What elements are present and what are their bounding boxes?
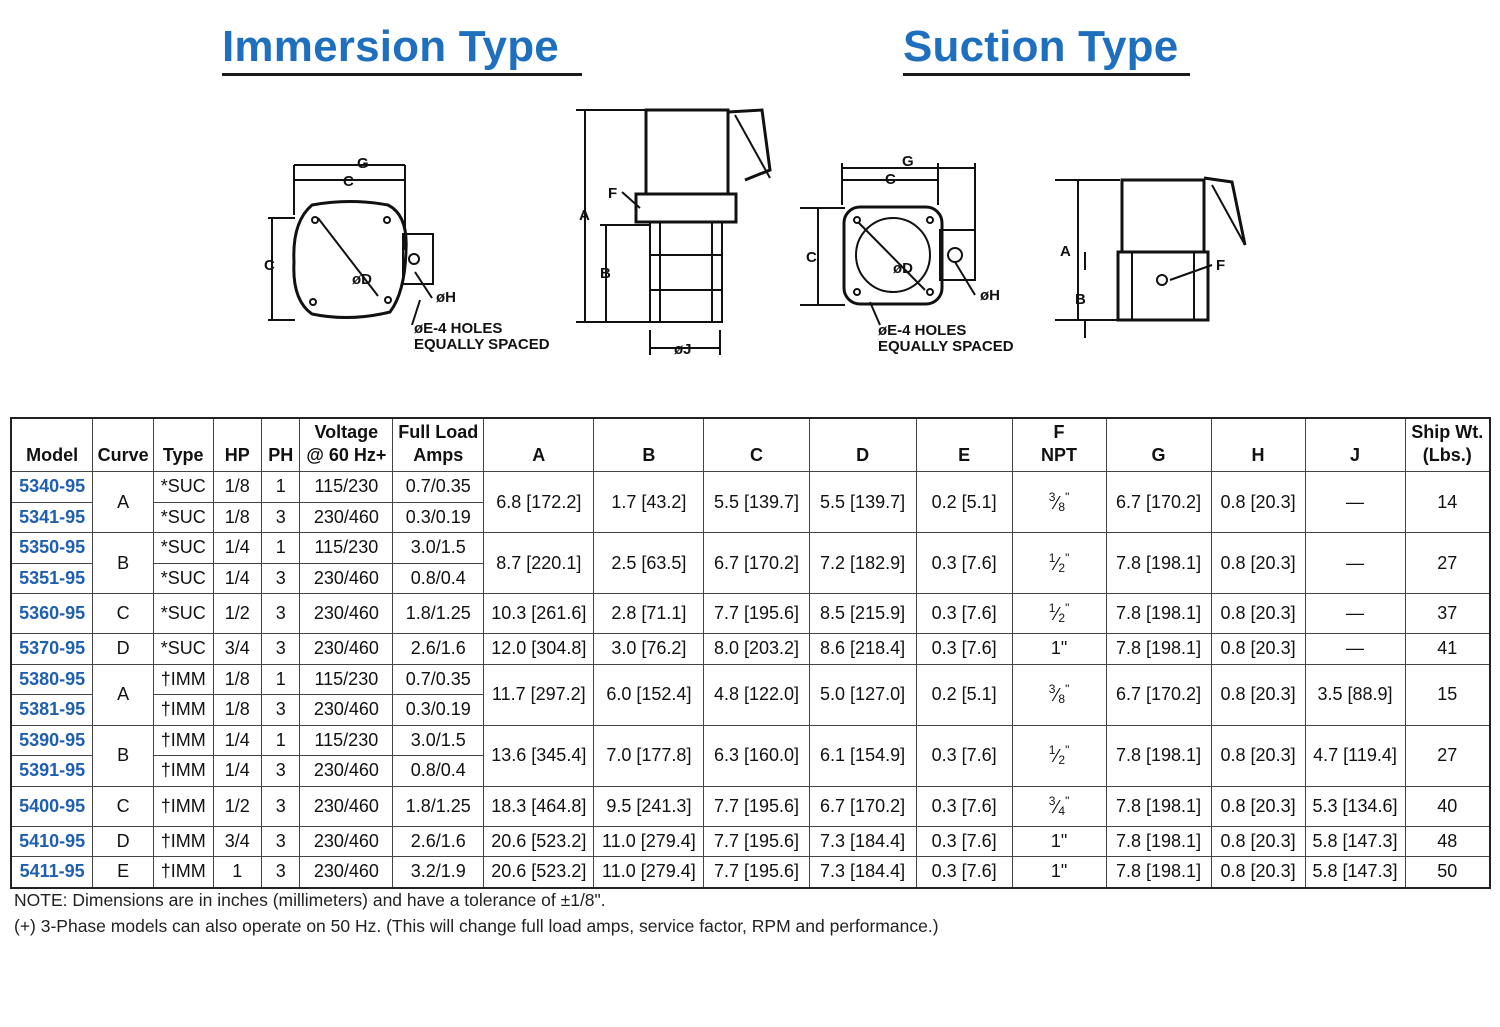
inch-mark: "	[1065, 550, 1070, 565]
header-g: G	[1106, 418, 1211, 472]
hp-cell: 1/8	[213, 695, 261, 726]
dim-g-cell: 7.8 [198.1]	[1106, 634, 1211, 665]
type-cell: *SUC	[153, 634, 213, 665]
label-h-suction: øH	[980, 287, 1000, 304]
label-b-immersion: B	[600, 265, 611, 282]
label-h-immersion: øH	[436, 289, 456, 306]
dim-c-cell: 8.0 [203.2]	[704, 634, 809, 665]
dim-h-cell: 0.8 [20.3]	[1211, 634, 1305, 665]
label-a-suction: A	[1060, 243, 1071, 260]
header-c: C	[704, 418, 809, 472]
amps-cell: 0.8/0.4	[393, 756, 484, 787]
table-row	[11, 725, 1490, 756]
notes	[14, 887, 939, 939]
table-header-row	[11, 418, 1490, 472]
hp-cell: 3/4	[213, 826, 261, 857]
dim-c-cell: 7.7 [195.6]	[704, 594, 809, 634]
ph-cell: 1	[262, 472, 300, 503]
ship-weight-cell: 48	[1405, 826, 1490, 857]
header-curve: Curve	[93, 418, 154, 472]
model-number: 5340-95	[11, 472, 93, 503]
dim-e-cell: 0.2 [5.1]	[916, 472, 1012, 533]
ph-cell: 3	[262, 502, 300, 533]
curve-cell: C	[93, 594, 154, 634]
dim-a-cell: 6.8 [172.2]	[484, 472, 594, 533]
voltage-cell: 115/230	[300, 472, 393, 503]
dim-c-cell: 5.5 [139.7]	[704, 472, 809, 533]
npt-fraction	[1048, 682, 1070, 706]
hp-cell: 1/4	[213, 533, 261, 564]
voltage-cell: 230/460	[300, 563, 393, 594]
npt-cell	[1012, 786, 1106, 826]
ship-weight-cell: 14	[1405, 472, 1490, 533]
header-b: B	[594, 418, 704, 472]
model-number: 5370-95	[11, 634, 93, 665]
voltage-cell: 230/460	[300, 634, 393, 665]
dim-j-cell: —	[1305, 472, 1405, 533]
model-number: 5390-95	[11, 725, 93, 756]
dim-h-cell: 0.8 [20.3]	[1211, 533, 1305, 594]
hp-cell: 1/2	[213, 594, 261, 634]
fraction-slash: ⁄	[1055, 604, 1059, 624]
header-f-line2: NPT	[1041, 445, 1078, 465]
npt-numerator: 3	[1048, 682, 1056, 696]
pump-specifications-table	[10, 417, 1491, 889]
ship-weight-cell: 50	[1405, 857, 1490, 888]
dim-j-cell: 5.3 [134.6]	[1305, 786, 1405, 826]
label-g-suction: G	[902, 153, 914, 170]
voltage-cell: 115/230	[300, 725, 393, 756]
label-holes-1-immersion: øE-4 HOLES	[414, 320, 503, 337]
table-row	[11, 786, 1490, 826]
dim-c-cell: 7.7 [195.6]	[704, 857, 809, 888]
hp-cell: 1/4	[213, 756, 261, 787]
ph-cell: 3	[262, 826, 300, 857]
amps-cell: 0.7/0.35	[393, 472, 484, 503]
label-d-suction: øD	[893, 260, 913, 277]
npt-denominator: 2	[1058, 560, 1066, 575]
dim-b-cell: 2.5 [63.5]	[594, 533, 704, 594]
dim-b-cell: 9.5 [241.3]	[594, 786, 704, 826]
amps-cell: 3.0/1.5	[393, 725, 484, 756]
ph-cell: 1	[262, 533, 300, 564]
dim-h-cell: 0.8 [20.3]	[1211, 472, 1305, 533]
diagrams-svg	[0, 0, 1500, 410]
ph-cell: 3	[262, 695, 300, 726]
header-type: Type	[153, 418, 213, 472]
dim-g-cell: 7.8 [198.1]	[1106, 857, 1211, 888]
dim-b-cell: 7.0 [177.8]	[594, 725, 704, 786]
type-cell: *SUC	[153, 563, 213, 594]
npt-cell: 1"	[1012, 857, 1106, 888]
npt-denominator: 2	[1058, 753, 1066, 767]
header-ship-line2: (Lbs.)	[1422, 445, 1472, 465]
npt-numerator: 3	[1048, 793, 1056, 808]
npt-fraction	[1048, 489, 1070, 514]
dim-g-cell: 6.7 [170.2]	[1106, 472, 1211, 533]
model-number: 5380-95	[11, 664, 93, 695]
amps-cell: 3.2/1.9	[393, 857, 484, 888]
header-voltage	[300, 418, 393, 472]
inch-mark: "	[1065, 489, 1070, 504]
curve-cell: E	[93, 857, 154, 888]
dim-c-cell: 6.7 [170.2]	[704, 533, 809, 594]
voltage-cell: 115/230	[300, 664, 393, 695]
dim-j-cell: 5.8 [147.3]	[1305, 826, 1405, 857]
table-body	[11, 472, 1490, 888]
voltage-cell: 230/460	[300, 857, 393, 888]
table-row	[11, 472, 1490, 503]
voltage-cell: 230/460	[300, 826, 393, 857]
ph-cell: 3	[262, 756, 300, 787]
ship-weight-cell: 41	[1405, 634, 1490, 665]
dim-d-cell: 7.2 [182.9]	[809, 533, 916, 594]
inch-mark: "	[1065, 743, 1070, 757]
dim-a-cell: 20.6 [523.2]	[484, 857, 594, 888]
model-number: 5351-95	[11, 563, 93, 594]
dim-e-cell: 0.3 [7.6]	[916, 826, 1012, 857]
type-cell: *SUC	[153, 594, 213, 634]
dim-d-cell: 7.3 [184.4]	[809, 826, 916, 857]
ship-weight-cell: 40	[1405, 786, 1490, 826]
hp-cell: 1/4	[213, 725, 261, 756]
dim-d-cell: 5.5 [139.7]	[809, 472, 916, 533]
dim-g-cell: 7.8 [198.1]	[1106, 786, 1211, 826]
npt-cell	[1012, 472, 1106, 533]
curve-cell: B	[93, 533, 154, 594]
label-f-immersion: F	[608, 185, 618, 202]
table-row	[11, 826, 1490, 857]
curve-cell: A	[93, 664, 154, 725]
amps-cell: 2.6/1.6	[393, 634, 484, 665]
voltage-cell: 230/460	[300, 756, 393, 787]
dim-j-cell: 5.8 [147.3]	[1305, 857, 1405, 888]
header-f-line1: F	[1053, 422, 1065, 442]
dim-a-cell: 12.0 [304.8]	[484, 634, 594, 665]
dim-c-cell: 4.8 [122.0]	[704, 664, 809, 725]
amps-cell: 0.7/0.35	[393, 664, 484, 695]
dim-b-cell: 6.0 [152.4]	[594, 664, 704, 725]
note-three-phase: (+) 3-Phase models can also operate on 50 Hz. (This will change full load amps, service factor, RPM and performance.)	[14, 916, 939, 936]
label-a-immersion: A	[579, 207, 590, 224]
dim-h-cell: 0.8 [20.3]	[1211, 857, 1305, 888]
dim-a-cell: 13.6 [345.4]	[484, 725, 594, 786]
header-e: E	[916, 418, 1012, 472]
inch-mark: "	[1065, 601, 1070, 615]
model-number: 5411-95	[11, 857, 93, 888]
voltage-cell: 230/460	[300, 594, 393, 634]
header-amps-line1: Full Load	[398, 422, 479, 442]
amps-cell: 1.8/1.25	[393, 594, 484, 634]
npt-cell	[1012, 664, 1106, 725]
dim-e-cell: 0.3 [7.6]	[916, 634, 1012, 665]
label-j-immersion: øJ	[674, 341, 692, 358]
header-voltage-line2: @ 60 Hz+	[306, 445, 387, 465]
dim-a-cell: 18.3 [464.8]	[484, 786, 594, 826]
voltage-cell: 230/460	[300, 502, 393, 533]
dim-h-cell: 0.8 [20.3]	[1211, 826, 1305, 857]
npt-denominator: 2	[1058, 611, 1066, 625]
dim-b-cell: 3.0 [76.2]	[594, 634, 704, 665]
dim-b-cell: 11.0 [279.4]	[594, 857, 704, 888]
header-ship-line1: Ship Wt.	[1411, 422, 1484, 442]
dim-d-cell: 6.1 [154.9]	[809, 725, 916, 786]
type-cell: †IMM	[153, 857, 213, 888]
dim-e-cell: 0.3 [7.6]	[916, 725, 1012, 786]
type-cell: *SUC	[153, 472, 213, 503]
fraction-slash: ⁄	[1055, 685, 1059, 705]
suction-type-title: Suction Type	[903, 22, 1179, 71]
label-c-immersion: C	[343, 173, 354, 190]
npt-cell	[1012, 725, 1106, 786]
hp-cell: 1/8	[213, 502, 261, 533]
ph-cell: 3	[262, 634, 300, 665]
dim-g-cell: 7.8 [198.1]	[1106, 725, 1211, 786]
amps-cell: 3.0/1.5	[393, 533, 484, 564]
npt-numerator: 3	[1048, 489, 1056, 504]
type-cell: †IMM	[153, 725, 213, 756]
type-cell: †IMM	[153, 826, 213, 857]
type-cell: †IMM	[153, 695, 213, 726]
immersion-type-title: Immersion Type	[222, 22, 559, 71]
npt-cell: 1"	[1012, 634, 1106, 665]
table-row	[11, 594, 1490, 634]
type-cell: *SUC	[153, 533, 213, 564]
dim-e-cell: 0.3 [7.6]	[916, 594, 1012, 634]
header-f	[1012, 418, 1106, 472]
fraction-slash: ⁄	[1055, 746, 1059, 766]
amps-cell: 2.6/1.6	[393, 826, 484, 857]
amps-cell: 1.8/1.25	[393, 786, 484, 826]
label-holes-2-suction: EQUALLY SPACED	[878, 338, 1014, 355]
dim-j-cell: —	[1305, 634, 1405, 665]
npt-cell	[1012, 533, 1106, 594]
label-c-side-suction: C	[806, 249, 817, 266]
dim-a-cell: 20.6 [523.2]	[484, 826, 594, 857]
header-model: Model	[11, 418, 93, 472]
ship-weight-cell: 15	[1405, 664, 1490, 725]
hp-cell: 1/8	[213, 664, 261, 695]
curve-cell: D	[93, 634, 154, 665]
dim-h-cell: 0.8 [20.3]	[1211, 786, 1305, 826]
curve-cell: D	[93, 826, 154, 857]
dim-g-cell: 6.7 [170.2]	[1106, 664, 1211, 725]
dim-d-cell: 5.0 [127.0]	[809, 664, 916, 725]
voltage-cell: 115/230	[300, 533, 393, 564]
dim-d-cell: 6.7 [170.2]	[809, 786, 916, 826]
fraction-slash: ⁄	[1055, 492, 1059, 513]
inch-mark: "	[1065, 682, 1070, 696]
hp-cell: 1/4	[213, 563, 261, 594]
npt-fraction	[1048, 550, 1070, 575]
header-a: A	[484, 418, 594, 472]
voltage-cell: 230/460	[300, 695, 393, 726]
model-number: 5381-95	[11, 695, 93, 726]
table-row	[11, 634, 1490, 665]
npt-denominator: 4	[1058, 803, 1066, 818]
npt-fraction	[1048, 601, 1070, 625]
ph-cell: 1	[262, 725, 300, 756]
type-cell: †IMM	[153, 664, 213, 695]
hp-cell: 3/4	[213, 634, 261, 665]
amps-cell: 0.3/0.19	[393, 695, 484, 726]
npt-denominator: 8	[1058, 692, 1066, 706]
dim-j-cell: 3.5 [88.9]	[1305, 664, 1405, 725]
dim-c-cell: 7.7 [195.6]	[704, 826, 809, 857]
dim-g-cell: 7.8 [198.1]	[1106, 533, 1211, 594]
model-number: 5341-95	[11, 502, 93, 533]
npt-denominator: 8	[1058, 499, 1066, 514]
ph-cell: 1	[262, 664, 300, 695]
dim-a-cell: 11.7 [297.2]	[484, 664, 594, 725]
ph-cell: 3	[262, 594, 300, 634]
voltage-cell: 230/460	[300, 786, 393, 826]
type-cell: †IMM	[153, 756, 213, 787]
dim-e-cell: 0.2 [5.1]	[916, 664, 1012, 725]
curve-cell: A	[93, 472, 154, 533]
table-row	[11, 664, 1490, 695]
ph-cell: 3	[262, 563, 300, 594]
model-number: 5410-95	[11, 826, 93, 857]
npt-cell	[1012, 594, 1106, 634]
dim-a-cell: 10.3 [261.6]	[484, 594, 594, 634]
dim-b-cell: 2.8 [71.1]	[594, 594, 704, 634]
label-f-suction: F	[1216, 257, 1226, 274]
header-j: J	[1305, 418, 1405, 472]
dimension-diagrams	[0, 0, 1500, 410]
dim-c-cell: 6.3 [160.0]	[704, 725, 809, 786]
curve-cell: C	[93, 786, 154, 826]
label-d-immersion: øD	[352, 271, 372, 288]
amps-cell: 0.8/0.4	[393, 563, 484, 594]
dim-e-cell: 0.3 [7.6]	[916, 533, 1012, 594]
dim-e-cell: 0.3 [7.6]	[916, 786, 1012, 826]
hp-cell: 1/8	[213, 472, 261, 503]
npt-numerator: 1	[1048, 601, 1056, 615]
inch-mark: "	[1065, 793, 1070, 808]
immersion-side-view	[576, 110, 770, 355]
npt-fraction	[1048, 793, 1070, 818]
note-tolerance: NOTE: Dimensions are in inches (millimeters) and have a tolerance of ±1/8".	[14, 890, 606, 910]
header-voltage-line1: Voltage	[314, 422, 379, 442]
fraction-slash: ⁄	[1055, 553, 1059, 574]
dim-h-cell: 0.8 [20.3]	[1211, 725, 1305, 786]
table-row	[11, 857, 1490, 888]
header-amps	[393, 418, 484, 472]
header-amps-line2: Amps	[413, 445, 464, 465]
curve-cell: B	[93, 725, 154, 786]
dim-g-cell: 7.8 [198.1]	[1106, 826, 1211, 857]
ship-weight-cell: 27	[1405, 725, 1490, 786]
dim-d-cell: 8.6 [218.4]	[809, 634, 916, 665]
ship-weight-cell: 37	[1405, 594, 1490, 634]
hp-cell: 1	[213, 857, 261, 888]
fraction-slash: ⁄	[1055, 796, 1059, 817]
dim-g-cell: 7.8 [198.1]	[1106, 594, 1211, 634]
ph-cell: 3	[262, 857, 300, 888]
model-number: 5350-95	[11, 533, 93, 564]
dim-j-cell: 4.7 [119.4]	[1305, 725, 1405, 786]
label-holes-1-suction: øE-4 HOLES	[878, 322, 967, 339]
header-ph: PH	[262, 418, 300, 472]
header-hp: HP	[213, 418, 261, 472]
dim-h-cell: 0.8 [20.3]	[1211, 594, 1305, 634]
dim-h-cell: 0.8 [20.3]	[1211, 664, 1305, 725]
npt-numerator: 1	[1048, 743, 1056, 757]
label-holes-2-immersion: EQUALLY SPACED	[414, 336, 550, 353]
npt-cell: 1"	[1012, 826, 1106, 857]
dim-c-cell: 7.7 [195.6]	[704, 786, 809, 826]
model-number: 5360-95	[11, 594, 93, 634]
type-cell: *SUC	[153, 502, 213, 533]
model-number: 5400-95	[11, 786, 93, 826]
dim-j-cell: —	[1305, 594, 1405, 634]
amps-cell: 0.3/0.19	[393, 502, 484, 533]
model-number: 5391-95	[11, 756, 93, 787]
header-d: D	[809, 418, 916, 472]
label-c-side-immersion: C	[264, 257, 275, 274]
ship-weight-cell: 27	[1405, 533, 1490, 594]
dim-j-cell: —	[1305, 533, 1405, 594]
dim-a-cell: 8.7 [220.1]	[484, 533, 594, 594]
dim-b-cell: 1.7 [43.2]	[594, 472, 704, 533]
npt-numerator: 1	[1048, 550, 1056, 565]
type-cell: †IMM	[153, 786, 213, 826]
table-row	[11, 533, 1490, 564]
label-b-suction: B	[1075, 291, 1086, 308]
npt-fraction	[1048, 743, 1070, 767]
dim-b-cell: 11.0 [279.4]	[594, 826, 704, 857]
label-g-immersion: G	[357, 155, 369, 172]
header-h: H	[1211, 418, 1305, 472]
hp-cell: 1/2	[213, 786, 261, 826]
dim-d-cell: 7.3 [184.4]	[809, 857, 916, 888]
dim-e-cell: 0.3 [7.6]	[916, 857, 1012, 888]
ph-cell: 3	[262, 786, 300, 826]
label-c-suction: C	[885, 171, 896, 188]
header-ship-weight	[1405, 418, 1490, 472]
dim-d-cell: 8.5 [215.9]	[809, 594, 916, 634]
